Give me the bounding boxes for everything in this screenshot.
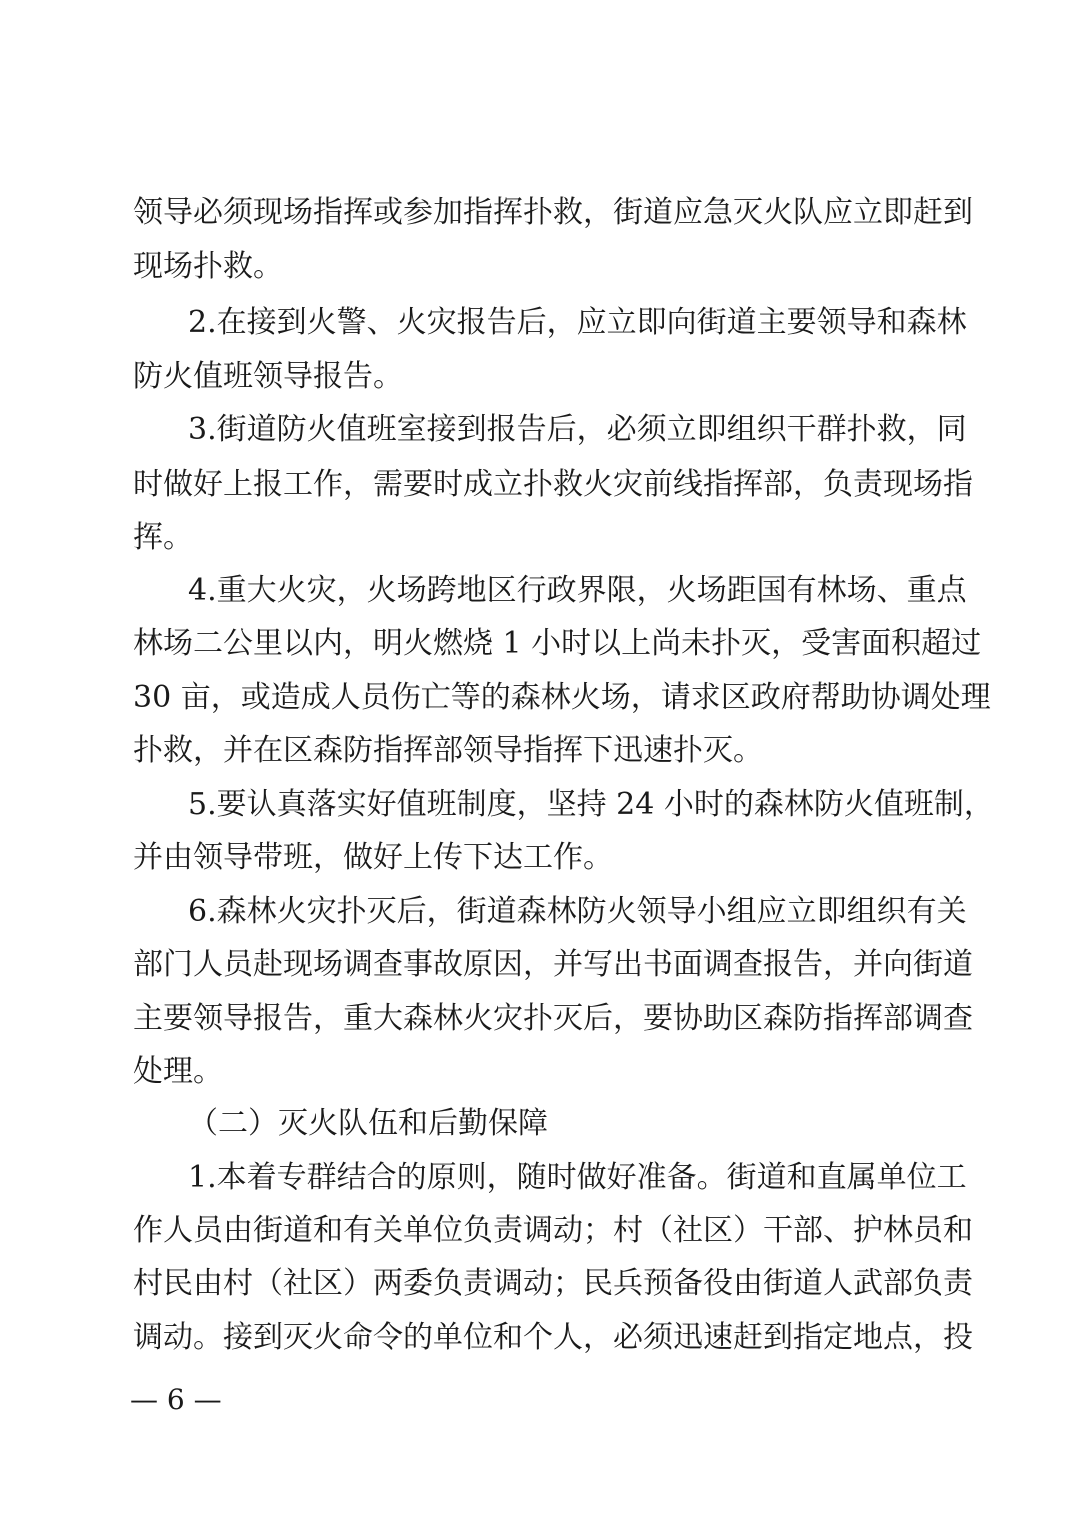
text-line: 4.重大火灾，火场跨地区行政界限，火场距国有林场、重点 — [188, 573, 967, 608]
section-heading: （二）灭火队伍和后勤保障 — [188, 1106, 548, 1141]
text-line: 林场二公里以内，明火燃烧 1 小时以上尚未扑灭，受害面积超过 — [133, 626, 982, 661]
text-line: 部门人员赴现场调查事故原因，并写出书面调查报告，并向街道 — [133, 947, 973, 982]
text-line: 扑救，并在区森防指挥部领导指挥下迅速扑灭。 — [133, 733, 763, 768]
text-line: 村民由村（社区）两委负责调动；民兵预备役由街道人武部负责 — [133, 1266, 973, 1301]
text-line: 作人员由街道和有关单位负责调动；村（社区）干部、护林员和 — [133, 1213, 973, 1248]
text-line: 处理。 — [133, 1054, 223, 1089]
text-line: 主要领导报告，重大森林火灾扑灭后，要协助区森防指挥部调查 — [133, 1001, 973, 1036]
text-line: 调动。接到灭火命令的单位和个人，必须迅速赶到指定地点，投 — [133, 1320, 973, 1355]
text-line: 6.森林火灾扑灭后，街道森林防火领导小组应立即组织有关 — [188, 894, 967, 929]
text-line: 5.要认真落实好值班制度，坚持 24 小时的森林防火值班制， — [188, 787, 994, 822]
text-line: 时做好上报工作，需要时成立扑救火灾前线指挥部，负责现场指 — [133, 467, 973, 502]
page-number: — 6 — — [130, 1383, 222, 1416]
text-line: 领导必须现场指挥或参加指挥扑救，街道应急灭火队应立即赶到 — [133, 195, 973, 230]
text-line: 现场扑救。 — [133, 249, 283, 284]
text-line: 30 亩，或造成人员伤亡等的森林火场，请求区政府帮助协调处理 — [133, 680, 991, 715]
text-line: 防火值班领导报告。 — [133, 359, 403, 394]
text-line: 2.在接到火警、火灾报告后，应立即向街道主要领导和森林 — [188, 305, 967, 340]
text-line: 1.本着专群结合的原则，随时做好准备。街道和直属单位工 — [188, 1160, 967, 1195]
text-line: 并由领导带班，做好上传下达工作。 — [133, 840, 613, 875]
text-line: 挥。 — [133, 520, 193, 555]
text-line: 3.街道防火值班室接到报告后，必须立即组织干群扑救，同 — [188, 412, 967, 447]
